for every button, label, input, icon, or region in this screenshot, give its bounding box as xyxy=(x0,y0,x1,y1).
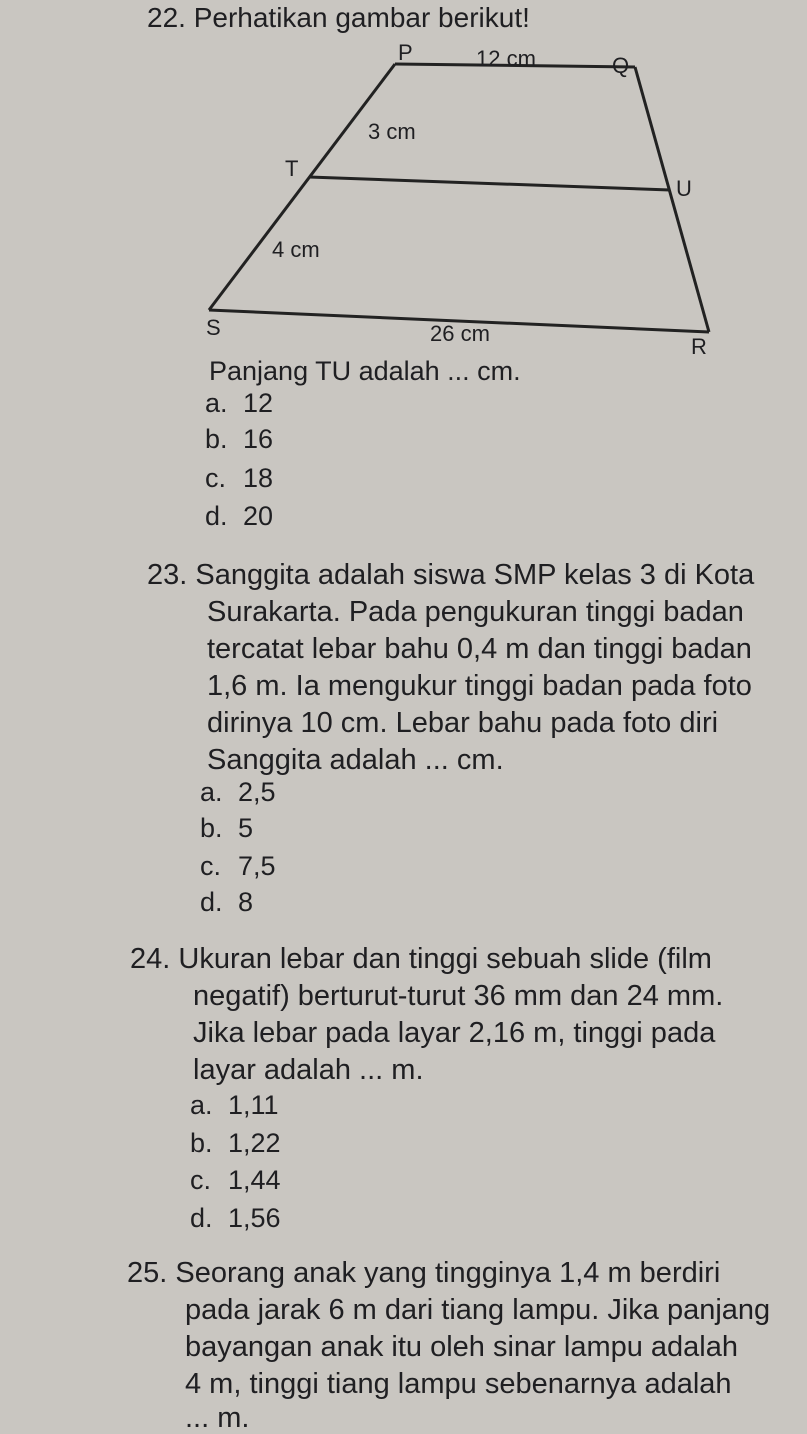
label-s: S xyxy=(206,315,221,340)
length-pt: 3 cm xyxy=(368,119,416,144)
q22-question: Panjang TU adalah ... cm. xyxy=(209,356,521,386)
q25-line-4: 4 m, tinggi tiang lampu sebenarnya adalah xyxy=(185,1368,732,1400)
q22-option-b[interactable]: b. 16 xyxy=(205,424,274,454)
q22-option-d[interactable]: d. 20 xyxy=(205,501,274,531)
side-ps xyxy=(209,64,395,310)
q22-option-a[interactable]: a. 12 xyxy=(205,388,274,418)
length-sr: 26 cm xyxy=(430,321,490,346)
q24-line-3: Jika lebar pada layar 2,16 m, tinggi pada xyxy=(193,1017,716,1049)
q22-option-c[interactable]: c. 18 xyxy=(205,463,274,493)
q25-line-3: bayangan anak itu oleh sinar lampu adalah xyxy=(185,1331,739,1363)
length-pq: 12 cm xyxy=(476,46,536,71)
q24-option-c[interactable]: c. 1,44 xyxy=(190,1165,281,1195)
q22-intro: 22. Perhatikan gambar berikut! xyxy=(147,2,530,33)
q24-line-4: layar adalah ... m. xyxy=(193,1054,424,1086)
q23-line-4: 1,6 m. Ia mengukur tinggi badan pada foto xyxy=(207,670,752,702)
label-u: U xyxy=(676,176,692,201)
q23-line-6: Sanggita adalah ... cm. xyxy=(207,744,504,776)
label-r: R xyxy=(691,334,707,359)
q23-line-2: Surakarta. Pada pengukuran tinggi badan xyxy=(207,596,744,628)
q23-option-c[interactable]: c. 7,5 xyxy=(200,851,276,881)
q23-line-5: dirinya 10 cm. Lebar bahu pada foto diri xyxy=(207,707,719,739)
side-qr xyxy=(635,67,709,332)
q25-line-1: 25. Seorang anak yang tingginya 1,4 m berdiri xyxy=(127,1257,721,1289)
label-t: T xyxy=(285,156,299,181)
q24-option-b[interactable]: b. 1,22 xyxy=(190,1128,281,1158)
q23-line-3: tercatat lebar bahu 0,4 m dan tinggi badan xyxy=(207,633,752,665)
q24-line-2: negatif) berturut-turut 36 mm dan 24 mm. xyxy=(193,980,724,1012)
label-p: P xyxy=(398,40,413,65)
q23-option-b[interactable]: b. 5 xyxy=(200,813,254,843)
q23-option-d[interactable]: d. 8 xyxy=(200,887,254,917)
length-ts: 4 cm xyxy=(272,237,320,262)
q25-line-2: pada jarak 6 m dari tiang lampu. Jika panjang xyxy=(185,1294,771,1326)
segment-tu xyxy=(309,177,670,190)
q23-line-1: 23. Sanggita adalah siswa SMP kelas 3 di Kota xyxy=(147,559,755,591)
q24-option-a[interactable]: a. 1,11 xyxy=(190,1090,279,1120)
q23-option-a[interactable]: a. 2,5 xyxy=(200,777,276,807)
q24-line-1: 24. Ukuran lebar dan tinggi sebuah slide (film xyxy=(130,943,712,975)
trapezoid-figure xyxy=(0,30,807,390)
q25-line-5: ... m. xyxy=(185,1402,250,1434)
label-q: Q xyxy=(612,53,630,78)
q24-option-d[interactable]: d. 1,56 xyxy=(190,1203,281,1233)
